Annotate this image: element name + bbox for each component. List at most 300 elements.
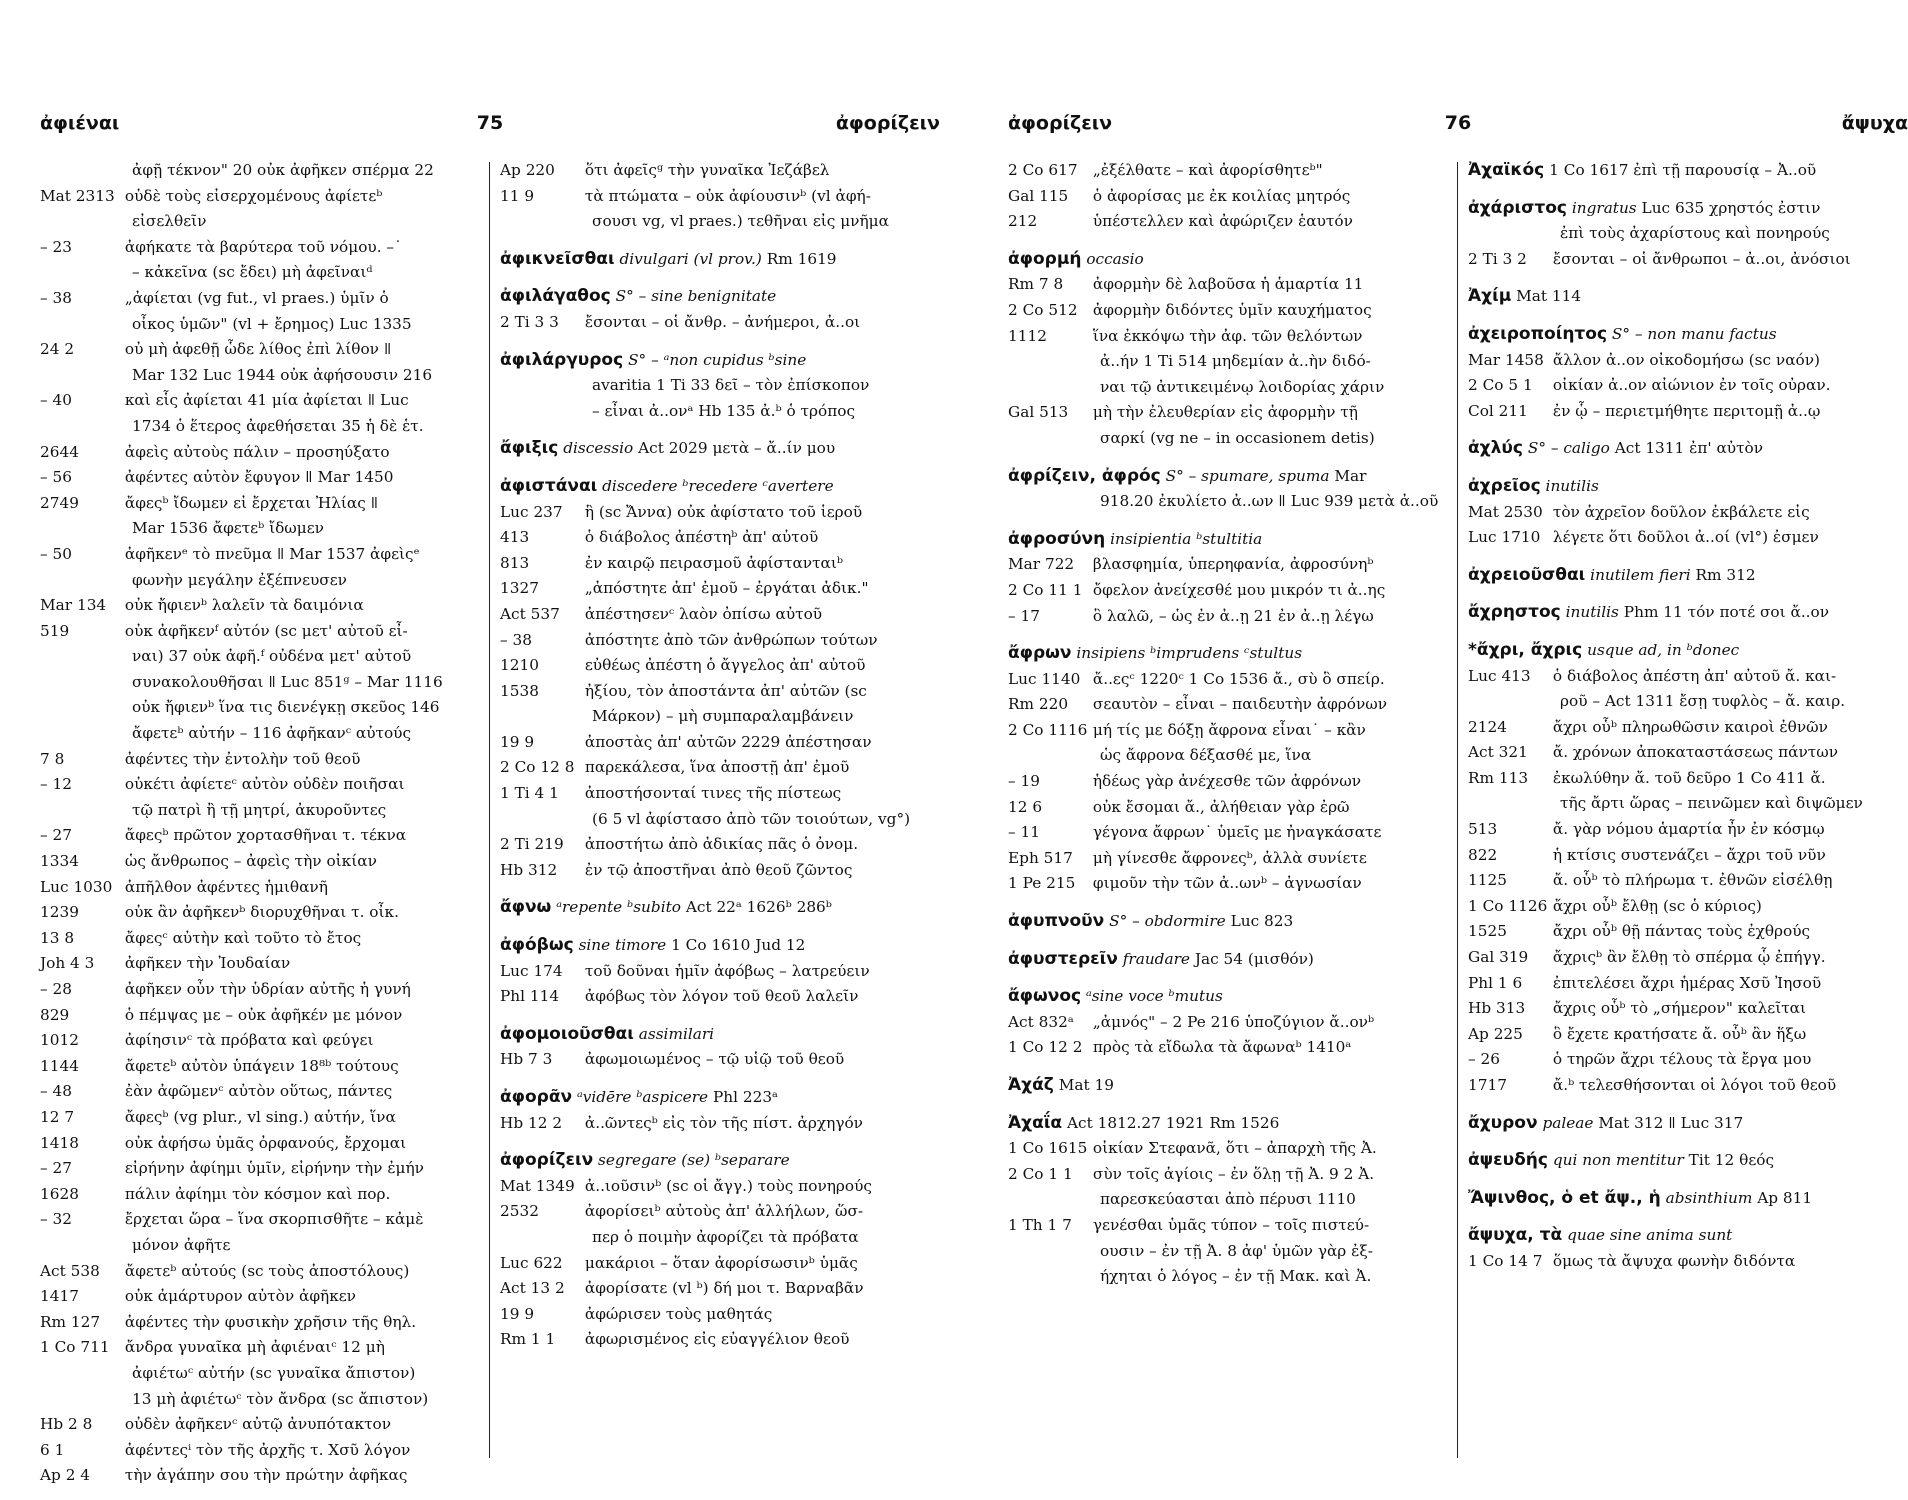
verse-reference: Hb 312: [500, 860, 558, 879]
verse-reference: 2749: [40, 493, 79, 512]
citation-text: ὑπέστελλεν καὶ ἀφώριζεν ἑαυτόν: [1092, 212, 1353, 231]
citation-text: ναι) 37 οὐκ ἀφῆ.ᶠ οὐδένα μετ' αὐτοῦ: [132, 647, 412, 666]
citation-line: [1008, 184, 1448, 210]
citation-text: ὃ λαλῶ, – ὡς ἐν ἀ..ῃ 21 ἐν ἀ..ῃ λέγω: [1092, 606, 1374, 625]
citation-line: [500, 310, 940, 336]
citation-line: [1008, 578, 1448, 604]
continuation-line: [1008, 489, 1448, 515]
continuation-line: [40, 721, 480, 747]
citation-text: οὐδὲ τοὺς εἰσερχομένους ἀφίετεᵇ: [124, 186, 383, 205]
verse-reference: – 38: [500, 630, 532, 649]
citation-text: ἐπιτελέσει ἄχρι ἡμέρας Χσῦ Ἰησοῦ: [1552, 973, 1822, 992]
citation-line: [40, 1463, 480, 1489]
verse-reference: Act 13 2: [500, 1279, 565, 1298]
citation-text: ἄχρι οὗᵇ θῇ πάντας τοὺς ἐχθρούς: [1552, 922, 1811, 941]
column-left: [1008, 158, 1448, 1468]
citation-line: [500, 1199, 940, 1225]
citation-text: οὐ μὴ ἀφεθῇ ὧδε λίθος ἐπὶ λίθον ǁ: [124, 340, 392, 359]
verse-reference: 2 Ti 219: [500, 835, 564, 854]
verse-reference: 2124: [1468, 717, 1507, 736]
citation-text: οἰκίαν ἀ..ον αἰώνιον ἐν τοῖς οὐραν.: [1552, 376, 1831, 395]
continuation-line: [1008, 349, 1448, 375]
latin-gloss: insipientia ᵇstultitia: [1110, 529, 1263, 548]
citation-text: ἀ..ῶντεςᵇ εἰς τὸν τῆς πίστ. ἀρχηγόν: [584, 1113, 863, 1132]
citation-text: ὅτι ἀφεῖςᵍ τὴν γυναῖκα Ἰεζάβελ: [584, 161, 830, 179]
citation-line: [40, 1054, 480, 1080]
verse-reference: – 27: [40, 826, 72, 845]
citation-text: ἵνα ἐκκόψω τὴν ἀφ. τῶν θελόντων: [1092, 326, 1363, 345]
verse-reference: Luc 174: [500, 961, 563, 980]
verse-reference: Luc 1710: [1468, 528, 1541, 547]
citation-text: ἄ.ᵇ τελεσθήσονται οἱ λόγοι τοῦ θεοῦ: [1552, 1076, 1837, 1094]
lemma-headword: ἄχυρον: [1468, 1112, 1538, 1133]
verse-reference: 1327: [500, 579, 539, 598]
citation-text: avaritia 1 Ti 33 δεῖ – τὸν ἐπίσκοπον: [592, 376, 870, 395]
verse-reference: Phl 114: [500, 987, 560, 1006]
lemma-headword: ἀχειροποίητος: [1468, 323, 1608, 344]
citation-text: ἀφῆκενᵉ τὸ πνεῦμα ǁ Mar 1537 ἀφεὶςᵉ: [124, 544, 420, 563]
citation-line: [500, 832, 940, 858]
latin-gloss: S° – non manu factus: [1611, 324, 1777, 343]
lemma-headword: Ἄψινθος, ὁ et ἄψ., ἡ: [1468, 1187, 1661, 1208]
citation-line: [1468, 500, 1908, 526]
citation-text: ἄφεςᵇ ἴδωμεν εἰ ἔρχεται Ἠλίας ǁ: [124, 493, 379, 512]
columns: [40, 158, 940, 1485]
lemma-line: [1008, 909, 1448, 935]
verse-reference: 6 1: [40, 1440, 65, 1459]
citation-line: [40, 619, 480, 645]
verse-reference: Eph 517: [1008, 848, 1073, 867]
citation-line: [1468, 1249, 1908, 1275]
continuation-line: [40, 568, 480, 594]
citation-line: [40, 849, 480, 875]
lemma-line: [1468, 1111, 1908, 1137]
citation-line: [1008, 795, 1448, 821]
citation-text: Μάρκον) – μὴ συμπαραλαμβάνειν: [592, 707, 854, 726]
verse-reference: 1 Co 1615: [1008, 1139, 1088, 1158]
lemma-headword: ἄφιξις: [500, 438, 559, 459]
verse-reference: Hb 12 2: [500, 1113, 563, 1132]
citation-text: γέγονα ἄφρων˙ ὑμεῖς με ἠναγκάσατε: [1092, 823, 1382, 842]
verse-reference: – 40: [40, 391, 72, 410]
citation-line: [1468, 399, 1908, 425]
entry-gap: [1468, 462, 1908, 474]
verse-reference: Act 321: [1468, 743, 1528, 762]
verse-reference: 2 Co 5 1: [1468, 376, 1533, 395]
verse-reference: Mar 134: [40, 596, 107, 615]
lemma-headword: ἀφορμή: [1008, 248, 1082, 269]
verse-reference: Hb 7 3: [500, 1050, 553, 1069]
citation-text: ἀφέντεςⁱ τὸν τῆς ἀρχῆς τ. Χσῦ λόγον: [124, 1440, 411, 1459]
lemma-headword: ἄφνω: [500, 897, 552, 918]
verse-reference: 19 9: [500, 1304, 535, 1323]
citation-text: „ἀμνός" – 2 Pe 216 ὑποζύγιον ἄ..ονᵇ: [1092, 1012, 1375, 1031]
citation-line: [40, 286, 480, 312]
citation-text: σουσι vg, vl praes.) τεθῆναι εἰς μνῆμα: [592, 212, 889, 231]
citation-text: βλασφημία, ὑπερηφανία, ἀφροσύνηᵇ: [1092, 555, 1374, 574]
citation-text: ἄχρι οὗᵇ πληρωθῶσιν καιροὶ ἐθνῶν: [1552, 717, 1828, 736]
citation-text: ἄχρι οὗᵇ ἔλθῃ (sc ὁ κύριος): [1552, 896, 1762, 915]
verse-reference: Ap 225: [1468, 1024, 1523, 1043]
continuation-line: [1468, 221, 1908, 247]
citation-line: [1468, 247, 1908, 273]
lemma-line: [500, 474, 940, 500]
lemma-line: [1468, 158, 1908, 184]
citation-text: τὴν ἀγάπην σου τὴν πρώτην ἀφῆκας: [124, 1466, 408, 1485]
lemma-line: [1468, 196, 1908, 222]
verse-reference: Luc 413: [1468, 666, 1531, 685]
latin-gloss: ᵃvidēre ᵇaspicere: [576, 1088, 709, 1106]
lemma-headword: ἄχρηστος: [1468, 602, 1561, 623]
citation-line: [1468, 843, 1908, 869]
latin-gloss: sine timore: [578, 936, 667, 955]
verse-reference: – 38: [40, 288, 72, 307]
citation-text: ἄχρις οὗᵇ τὸ „σήμερον" καλεῖται: [1552, 999, 1807, 1018]
citation-line: [500, 755, 940, 781]
lemma-headword: ἀχλύς: [1468, 438, 1523, 459]
citation-text: 918.20 ἐκυλίετο ἀ..ων ǁ Luc 939 μετὰ ἀ..οῦ: [1100, 492, 1439, 511]
citation-text: ὡς ἄφρονα δέξασθέ με, ἵνα: [1100, 746, 1312, 765]
lemma-line: [1008, 1073, 1448, 1099]
citation-text: ἀφέντες τὴν ἐντολὴν τοῦ θεοῦ: [124, 749, 361, 768]
verse-reference: 1 Pe 215: [1008, 874, 1076, 893]
citation-text: οὐκ ἀφήσω ὑμᾶς ὀρφανούς, ἔρχομαι: [124, 1133, 407, 1152]
citation-text: ήχηται ὁ λόγος – ἐν τῇ Μακ. καὶ Ἀ.: [1100, 1267, 1372, 1286]
citation-line: [1468, 715, 1908, 741]
verse-reference: Rm 113: [1468, 768, 1529, 787]
citation-line: [40, 1003, 480, 1029]
citation-line: [1008, 871, 1448, 897]
entry-gap: [1008, 1061, 1448, 1073]
verse-reference: – 12: [40, 775, 72, 794]
citation-text: οὐκ ἤφιενᵇ λαλεῖν τὰ δαιμόνια: [124, 596, 364, 615]
citation-text: Act 22ᵃ 1626ᵇ 286ᵇ: [685, 898, 832, 917]
citation-text: ἄνδρα γυναῖκα μὴ ἀφιέναιᶜ 12 μὴ: [124, 1338, 385, 1357]
citation-text: ἔσονται – οἱ ἄνθρ. – ἀνήμεροι, ἀ..οι: [584, 312, 861, 331]
citation-line: [1468, 945, 1908, 971]
latin-gloss: usque ad, in ᵇdonec: [1587, 640, 1740, 659]
continuation-line: [1468, 689, 1908, 715]
citation-text: – εἶναι ἀ..ονᵃ Hb 135 ἀ.ᵇ ὁ τρόπος: [592, 401, 856, 420]
citation-text: ἠξίου, τὸν ἀποστάντα ἀπ' αὐτῶν (sc: [584, 681, 867, 700]
lemma-line: [500, 284, 940, 310]
citation-line: [40, 1284, 480, 1310]
citation-line: [500, 679, 940, 705]
citation-text: ἀφέντες τὴν φυσικὴν χρῆσιν τῆς θηλ.: [124, 1312, 417, 1331]
lemma-headword: ἀφικνεῖσθαι: [500, 248, 615, 269]
continuation-line: [1008, 1239, 1448, 1265]
lemma-line: [1008, 641, 1448, 667]
citation-text: ἀφορμὴν δὲ λαβοῦσα ἡ ἁμαρτία 11: [1092, 275, 1364, 294]
continuation-line: [1008, 1187, 1448, 1213]
citation-line: [1008, 692, 1448, 718]
citation-line: [500, 551, 940, 577]
citation-text: φιμοῦν τὴν τῶν ἀ..ωνᵇ – ἀγνωσίαν: [1092, 874, 1362, 893]
latin-gloss: fraudare: [1122, 949, 1190, 968]
verse-reference: 1334: [40, 852, 79, 871]
citation-text: μὴ τὴν ἐλευθερίαν εἰς ἀφορμὴν τῇ: [1092, 403, 1358, 422]
verse-reference: 1 Co 1126: [1468, 896, 1548, 915]
citation-line: [40, 1259, 480, 1285]
citation-text: Mat 114: [1516, 287, 1582, 306]
continuation-line: [40, 363, 480, 389]
latin-gloss: discedere ᵇrecedere ᶜavertere: [602, 476, 834, 495]
citation-text: ροῦ – Act 1311 ἔσῃ τυφλὸς – ἄ. καιρ.: [1560, 692, 1846, 711]
lemma-line: [1468, 474, 1908, 500]
citation-text: Act 2029 μετὰ – ἄ..ίν μου: [638, 439, 836, 458]
citation-text: ἄφεςᶜ αὐτὴν καὶ τοῦτο τὸ ἔτος: [124, 928, 362, 947]
entry-gap: [1468, 1136, 1908, 1148]
verse-reference: 1125: [1468, 871, 1507, 890]
verse-reference: – 19: [1008, 772, 1040, 791]
citation-text: οὐκ ἤφιενᵇ ἵνα τις διενέγκῃ σκεῦος 146: [132, 698, 440, 717]
citation-line: [1008, 667, 1448, 693]
citation-text: Mat 19: [1058, 1076, 1114, 1094]
citation-line: [40, 900, 480, 926]
verse-reference: Rm 127: [40, 1312, 101, 1331]
verse-reference: 1628: [40, 1184, 79, 1203]
verse-reference: 1 Th 1 7: [1008, 1215, 1072, 1234]
entry-gap: [500, 1010, 940, 1022]
citation-line: [500, 781, 940, 807]
citation-text: Mat 312 ǁ Luc 317: [1598, 1113, 1744, 1132]
latin-gloss: assimilari: [638, 1024, 715, 1043]
latin-gloss: occasio: [1086, 249, 1144, 268]
lemma-line: [500, 933, 940, 959]
verse-reference: 24 2: [40, 340, 75, 359]
citation-text: 1 Co 1610 Jud 12: [671, 936, 806, 955]
entry-gap: [500, 272, 940, 284]
citation-text: ἄ. χρόνων ἀποκαταστάσεως πάντων: [1552, 743, 1839, 762]
verse-reference: 813: [500, 553, 530, 572]
citation-text: ἄφεςᵇ (vg plur., vl sing.) αὐτήν, ἵνα: [124, 1107, 396, 1126]
citation-line: [500, 1276, 940, 1302]
lemma-line: [500, 247, 940, 273]
citation-text: ἄ. οὗᵇ τὸ πλήρωμα τ. ἐθνῶν εἰσέλθῃ: [1552, 871, 1833, 890]
continuation-line: [500, 1225, 940, 1251]
page-75: [40, 0, 940, 1500]
citation-text: „ἀφίεται (vg fut., vl praes.) ὑμῖν ὁ: [124, 288, 389, 307]
citation-line: [500, 576, 940, 602]
citation-text: Tit 12 θεός: [1688, 1151, 1775, 1170]
verse-reference: 2 Co 1116: [1008, 720, 1088, 739]
citation-text: ἀπῆλθον ἀφέντες ἡμιθανῆ: [124, 877, 328, 896]
citation-line: [1008, 769, 1448, 795]
continuation-line: [40, 260, 480, 286]
citation-text: καὶ εἷς ἀφίεται 41 μία ἀφίεται ǁ Luc: [124, 391, 409, 410]
citation-text: οὐκ ἀφῆκενᶠ αὐτόν (sc μετ' αὐτοῦ εἶ-: [124, 621, 408, 640]
citation-line: [1008, 209, 1448, 235]
citation-line: [500, 1327, 940, 1353]
citation-line: [40, 491, 480, 517]
citation-text: ὁ πέμψας με – οὐκ ἀφῆκέν με μόνον: [124, 1005, 403, 1024]
citation-text: ἐκωλύθην ἄ. τοῦ δεῦρο 1 Co 411 ἄ.: [1552, 768, 1826, 787]
citation-text: οὐκέτι ἀφίετεᶜ αὐτὸν οὐδὲν ποιῆσαι: [124, 775, 405, 794]
verse-reference: – 48: [40, 1082, 72, 1101]
columns: [1008, 158, 1908, 1468]
verse-reference: 829: [40, 1005, 70, 1024]
citation-line: [40, 235, 480, 261]
citation-line: [500, 602, 940, 628]
citation-text: ἄλλον ἀ..ον οἰκοδομήσω (sc ναόν): [1552, 350, 1821, 369]
citation-line: [40, 823, 480, 849]
continuation-line: [40, 1361, 480, 1387]
verse-reference: 1 Co 12 2: [1008, 1038, 1083, 1057]
citation-text: γενέσθαι ὑμᾶς τύπον – τοῖς πιστεύ-: [1092, 1215, 1370, 1234]
citation-line: [1468, 817, 1908, 843]
entry-gap: [500, 462, 940, 474]
verse-reference: 7 8: [40, 749, 65, 768]
verse-reference: 1 Co 711: [40, 1338, 110, 1357]
citation-line: [1468, 868, 1908, 894]
running-head: [40, 112, 940, 142]
citation-line: [40, 875, 480, 901]
citation-line: [500, 730, 940, 756]
citation-text: ἀφῇ τέκνον" 20 οὐκ ἀφῆκεν σπέρμα 22: [132, 161, 434, 179]
verse-reference: Mat 2530: [1468, 502, 1543, 521]
citation-line: [500, 1251, 940, 1277]
verse-reference: 513: [1468, 820, 1498, 839]
entry-gap: [1008, 897, 1448, 909]
citation-line: [1008, 298, 1448, 324]
citation-text: εἰρήνην ἀφίημι ὑμῖν, εἰρήνην τὴν ἐμήν: [124, 1159, 424, 1178]
citation-text: Act 1812.27 1921 Rm 1526: [1066, 1113, 1280, 1132]
entry-gap: [500, 1136, 940, 1148]
citation-text: ἐπὶ τοὺς ἀχαρίστους καὶ πονηρούς: [1560, 224, 1830, 243]
citation-line: [40, 1131, 480, 1157]
entry-gap: [1008, 452, 1448, 464]
citation-text: ἀπόστητε ἀπὸ τῶν ἀνθρώπων τούτων: [584, 630, 878, 649]
verse-reference: Phl 1 6: [1468, 973, 1523, 992]
citation-text: ἐν τῷ ἀποστῆναι ἀπὸ θεοῦ ζῶντος: [584, 860, 853, 879]
verse-reference: Rm 1 1: [500, 1330, 556, 1349]
lemma-line: [500, 348, 940, 374]
head-left-word: ἀφιέναι: [40, 112, 120, 134]
lemma-line: [1468, 563, 1908, 589]
citation-text: Jac 54 (μισθόν): [1194, 949, 1314, 968]
verse-reference: Rm 220: [1008, 695, 1069, 714]
citation-text: ἐὰν ἀφῶμενᶜ αὐτὸν οὕτως, πάντες: [124, 1082, 393, 1101]
verse-reference: Ap 2 4: [40, 1466, 91, 1485]
citation-line: [500, 1047, 940, 1073]
lemma-headword: ἀφορίζειν: [500, 1150, 594, 1171]
verse-reference: 2 Ti 3 2: [1468, 249, 1527, 268]
citation-text: Mar: [1334, 466, 1367, 485]
verse-reference: Mar 722: [1008, 555, 1075, 574]
latin-gloss: ᵃsine voce ᵇmutus: [1085, 987, 1223, 1006]
latin-gloss: S° – ᵃnon cupidus ᵇsine: [628, 350, 807, 369]
verse-reference: 1717: [1468, 1076, 1507, 1094]
citation-line: [500, 959, 940, 985]
citation-line: [40, 1335, 480, 1361]
citation-line: [1008, 158, 1448, 184]
citation-line: [1468, 740, 1908, 766]
citation-text: ἀφόβως τὸν λόγον τοῦ θεοῦ λαλεῖν: [584, 987, 859, 1006]
verse-reference: 2532: [500, 1202, 539, 1221]
lemma-headword: ἀφορᾶν: [500, 1087, 573, 1107]
citation-text: ἀ..ιοῦσινᵇ (sc οἱ ἄγγ.) τοὺς πονηρούς: [584, 1176, 872, 1195]
verse-reference: 1239: [40, 903, 79, 922]
continuation-line: [500, 704, 940, 730]
citation-text: εὐθέως ἀπέστη ὁ ἄγγελος ἀπ' αὐτοῦ: [584, 656, 866, 675]
verse-reference: Act 832ᵃ: [1008, 1012, 1074, 1031]
citation-text: 13 μὴ ἀφιέτωᶜ τὸν ἄνδρα (sc ἄπιστον): [132, 1389, 429, 1408]
entry-gap: [500, 235, 940, 247]
citation-text: ἀφίησινᶜ τὰ πρόβατα καὶ φεύγει: [124, 1031, 374, 1050]
latin-gloss: ᵃrepente ᵇsubito: [556, 898, 681, 917]
entry-gap: [500, 921, 940, 933]
citation-line: [1008, 1035, 1448, 1061]
verse-reference: Gal 319: [1468, 948, 1529, 967]
citation-text: οὐκ ἀμάρτυρον αὐτὸν ἀφῆκεν: [124, 1287, 356, 1306]
citation-text: ὁ ἀφορίσας με ἐκ κοιλίας μητρός: [1092, 186, 1351, 205]
verse-reference: Mat 1349: [500, 1176, 575, 1195]
lemma-line: [500, 1022, 940, 1048]
citation-line: [40, 747, 480, 773]
latin-gloss: inutilem fieri: [1590, 565, 1691, 584]
verse-reference: 2 Co 1 1: [1008, 1164, 1073, 1183]
citation-text: ἄφετεᵇ αὐτούς (sc τοὺς ἀποστόλους): [124, 1261, 410, 1280]
continuation-line: [1008, 743, 1448, 769]
citation-text: παρεσκεύασται ἀπὸ πέρυσι 1110: [1100, 1190, 1356, 1209]
citation-text: ὁ διάβολος ἀπέστηᵇ ἀπ' αὐτοῦ: [584, 528, 819, 547]
entry-gap: [1008, 972, 1448, 984]
citation-line: [1468, 1047, 1908, 1073]
citation-text: Rm 1619: [766, 249, 837, 268]
lemma-line: [1008, 1111, 1448, 1137]
lemma-headword: *ἄχρι, ἄχρις: [1468, 639, 1583, 660]
verse-reference: Col 211: [1468, 401, 1528, 420]
verse-reference: – 11: [1008, 823, 1040, 842]
lemma-line: [500, 895, 940, 921]
citation-line: [500, 184, 940, 210]
verse-reference: – 17: [1008, 606, 1040, 625]
entry-gap: [1468, 626, 1908, 638]
citation-text: – κἀκεῖνα (sc ἔδει) μὴ ἀφεῖναιᵈ: [132, 263, 373, 282]
citation-text: μακάριοι – ὅταν ἀφορίσωσινᵇ ὑμᾶς: [584, 1253, 858, 1272]
citation-text: ἀπέστησενᶜ λαὸν ὀπίσω αὐτοῦ: [584, 604, 823, 623]
citation-text: ἀφωρισμένος εἰς εὐαγγέλιον θεοῦ: [584, 1330, 850, 1349]
verse-reference: – 23: [40, 237, 72, 256]
citation-text: ἐν ᾧ – περιετμήθητε περιτομῇ ἀ..ῳ: [1552, 401, 1821, 420]
citation-text: μὴ γίνεσθε ἄφρονεςᵇ, ἀλλὰ συνίετε: [1092, 848, 1367, 867]
lemma-line: [1468, 436, 1908, 462]
lemma-line: [500, 436, 940, 462]
lemma-line: [1008, 947, 1448, 973]
lemma-line: [1468, 638, 1908, 664]
citation-text: ουσιν – ἐν τῇ Ἀ. 8 ἀφ' ὑμῶν γὰρ ἐξ-: [1100, 1241, 1373, 1260]
page-number: 75: [476, 112, 504, 134]
citation-line: [1468, 919, 1908, 945]
lemma-headword: ἀφιλάργυρος: [500, 349, 624, 370]
lemma-headword: ἀφιστάναι: [500, 475, 598, 496]
citation-line: [1468, 894, 1908, 920]
citation-text: Luc 823: [1230, 912, 1294, 931]
lemma-headword: ἀψευδής: [1468, 1150, 1548, 1171]
citation-line: [500, 525, 940, 551]
citation-text: τῆς ἄρτι ὥρας – πεινῶμεν καὶ διψῶμεν: [1560, 794, 1863, 813]
citation-text: μόνον ἀφῆτε: [132, 1235, 231, 1254]
lemma-line: [1468, 1223, 1908, 1249]
entry-gap: [1468, 1174, 1908, 1186]
latin-gloss: insipiens ᵇimprudens ᶜstultus: [1076, 644, 1303, 663]
citation-text: ἀφεὶς αὐτοὺς πάλιν – προσηύξατο: [124, 442, 390, 461]
citation-text: ἐν καιρῷ πειρασμοῦ ἀφίστανταιᵇ: [584, 553, 843, 572]
latin-gloss: inutilis: [1545, 476, 1599, 495]
citation-text: τῷ πατρὶ ἢ τῇ μητρί, ἀκυροῦντες: [132, 800, 387, 819]
verse-reference: Luc 237: [500, 502, 563, 521]
citation-line: [40, 337, 480, 363]
